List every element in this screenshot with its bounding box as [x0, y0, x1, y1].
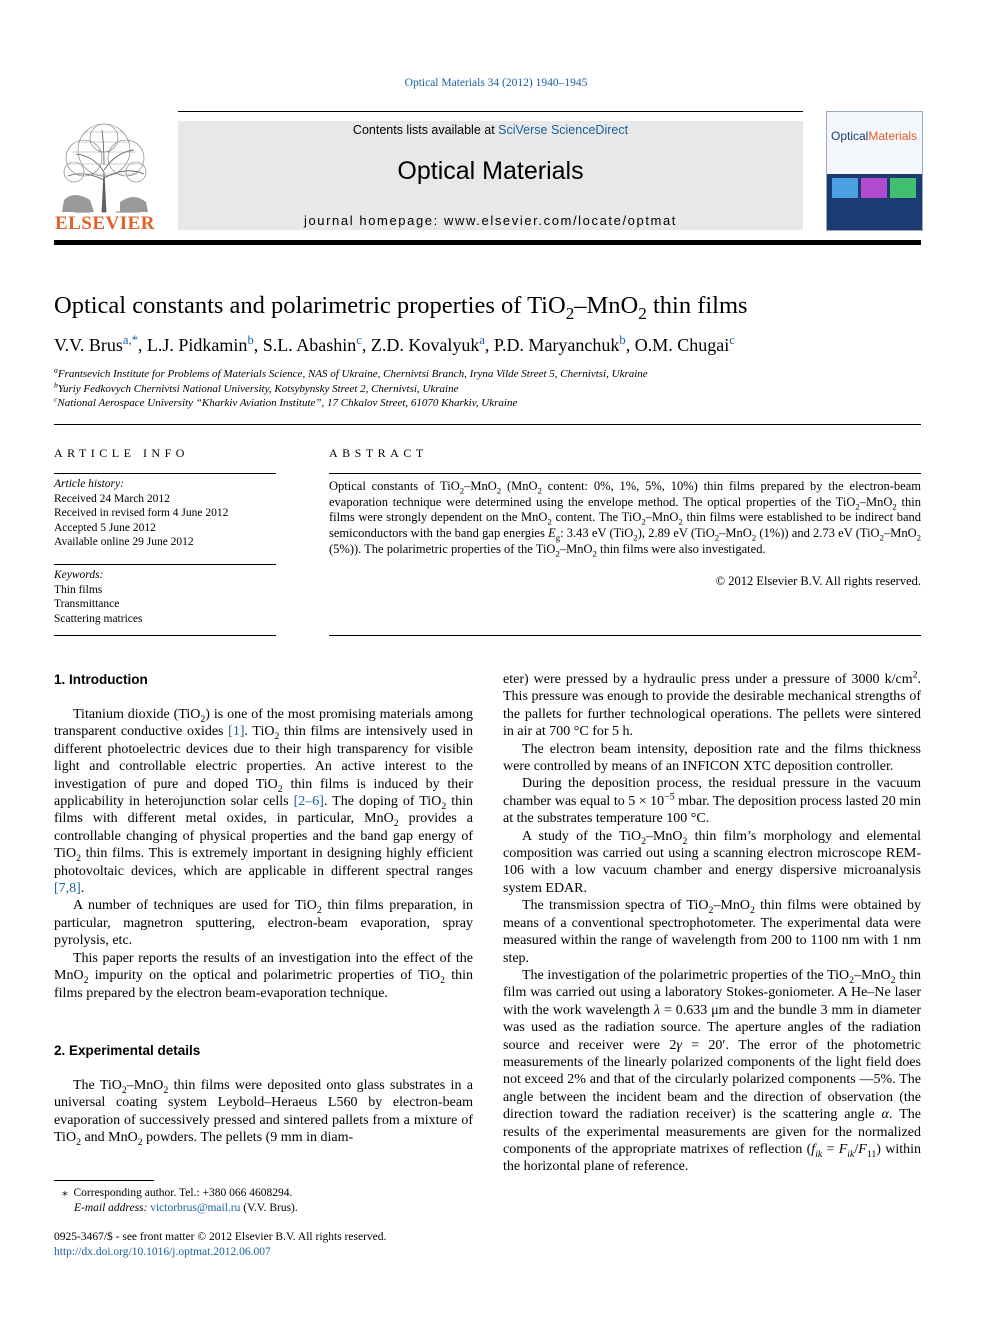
issn-line: 0925-3467/$ - see front matter © 2012 Elsevier B.V. All rights reserved.	[54, 1231, 387, 1243]
author-name[interactable]: Z.D. Kovalyuk	[370, 335, 480, 355]
title-part: –MnO	[574, 292, 639, 319]
copyright: © 2012 Elsevier B.V. All rights reserved.	[715, 574, 921, 588]
article-info-heading: ARTICLE INFO	[54, 446, 189, 460]
cover-title-word: Optical	[831, 129, 869, 143]
paragraph: A number of techniques are used for TiO$_2$ thin films preparation, in particular, magnetron sputtering, electron-beam evaporation, spray pyrolysis, etc.	[54, 898, 473, 949]
affiliation-text: Frantsevich Institute for Problems of Materials Science, NAS of Ukraine, Chernivtsi Branch, Iryna Vilde Street 5, Chernivtsi, Ukraine	[57, 368, 648, 380]
email-label: E-mail address:	[74, 1201, 151, 1214]
contents-label: Contents lists available at	[352, 123, 499, 137]
article-title	[54, 292, 748, 323]
author-list: V.V. Brus$^{a,*}$, L.J. Pidkamin$^b$, S.L. Abashin$^c$, Z.D. Kovalyuk$^a$, P.D. Maryanchuk$^b$, O.M. Chugai$^c$	[54, 333, 735, 355]
abstract-rule	[329, 473, 921, 474]
journal-homepage[interactable]: journal homepage: www.elsevier.com/locate/optmat	[303, 213, 678, 228]
paragraph: The TiO$_2$–MnO$_2$ thin films were deposited onto glass substrates in a universal coating system Leybold–Heraeus L560 by electron-beam evaporation of successively pressed and sintered pallets from a mixture of TiO$_2$ and MnO$_2$ powders. The pellets (9 mm in diam-	[54, 1078, 473, 1149]
elsevier-logo	[54, 120, 156, 235]
affiliation-text: Yuriy Fedkovych Chernivtsi National University, Kotsybynsky Street 2, Chernivtsi, Ukraine	[57, 382, 459, 395]
history-item: Received 24 March 2012	[54, 492, 170, 505]
affiliations-rule	[54, 424, 921, 425]
journal-reference[interactable]: Optical Materials 34 (2012) 1940–1945	[404, 77, 588, 89]
footnote-text: Corresponding author. Tel.: +380 066 4608294.	[73, 1187, 293, 1199]
keyword: Thin films	[54, 583, 103, 596]
corresponding-author-note: ⁎ Corresponding author. Tel.: +380 066 4608294.	[62, 1187, 293, 1199]
abstract-bottom-rule	[329, 635, 921, 636]
affiliations	[54, 367, 648, 411]
footnote-rule	[54, 1180, 154, 1181]
footnote	[62, 1186, 298, 1215]
author-name[interactable]: S.L. Abashin	[262, 335, 357, 355]
affiliation-mark: b	[54, 379, 58, 389]
affiliation-mark: a	[54, 365, 58, 375]
cover-image-3	[890, 178, 916, 198]
affiliation	[54, 367, 648, 382]
paragraph: Titanium dioxide (TiO$_2$) is one of the most promising materials among transparent conductive oxides [1]. TiO$_2$ thin films are intensively used in different photoelectric devices due to their high transparency for visible light and controllable electric properties. An active interest to the investigation of pure and doped TiO$_2$ thin films is induced by their applicability in heterojunction solar cells [2–6]. The doping of TiO$_2$ thin films with different metal oxides, in particular, MnO$_2$ provides a controllable changing of physical properties and the band gap energy of TiO$_2$ thin films. This is extremely important in designing highly efficient photovoltaic devices, which are applicable in different spectral ranges [7,8].	[54, 707, 474, 897]
header-bottom-rule	[54, 240, 921, 245]
keywords	[54, 568, 142, 626]
page-footer	[54, 1230, 386, 1259]
author-affiliation-mark[interactable]: c	[356, 333, 362, 347]
section-heading-experimental: 2. Experimental details	[54, 1043, 201, 1058]
cover-image-2	[861, 178, 887, 198]
journal-name: Optical Materials	[397, 157, 584, 185]
author-affiliation-mark[interactable]: a,*	[122, 333, 138, 347]
publisher-name: ELSEVIER	[54, 213, 156, 234]
journal-cover	[826, 111, 923, 231]
paragraph: During the deposition process, the residual pressure in the vacuum chamber was equal to $5 \times 10^{-5}$ mbar. The deposition process lasted 20 min at the substrates temperature 100 °C.	[503, 776, 921, 827]
history-item: Accepted 5 June 2012	[54, 521, 156, 534]
affiliation-mark: c	[54, 394, 58, 404]
email-link[interactable]: victorbrus@mail.ru	[150, 1201, 241, 1214]
keyword: Scattering matrices	[54, 612, 143, 625]
header-top-rule	[178, 111, 803, 112]
keyword: Transmittance	[54, 598, 120, 610]
affiliation	[54, 396, 648, 411]
author-affiliation-mark[interactable]: a	[479, 333, 485, 347]
abstract-heading: ABSTRACT	[329, 446, 428, 460]
author-name[interactable]: L.J. Pidkamin	[146, 335, 248, 355]
cover-image-1	[832, 178, 858, 198]
history-label: Article history:	[54, 478, 124, 490]
author-name[interactable]: V.V. Brus	[54, 335, 123, 355]
cover-title	[831, 129, 917, 143]
author-name[interactable]: P.D. Maryanchuk	[493, 335, 620, 355]
title-subscript: 2	[565, 303, 575, 323]
author-affiliation-mark[interactable]: b	[619, 333, 626, 347]
title-part: thin films	[646, 292, 748, 319]
experimental-body-left	[54, 1077, 473, 1147]
history-item: Available online 29 June 2012	[54, 536, 194, 548]
affiliation	[54, 379, 648, 397]
article-history	[54, 477, 228, 550]
email-note	[62, 1201, 298, 1216]
section-heading-introduction: 1. Introduction	[54, 672, 148, 687]
author-affiliation-mark[interactable]: c	[729, 333, 735, 347]
paragraph: The investigation of the polarimetric properties of the TiO$_2$–MnO$_2$ thin film was carried out using a laboratory Stokes-goniometer. A He–Ne laser with the work wavelength λ = 0.633 μm and the bundle 3 mm in diameter was used as the radiation source. The aperture angles of the radiation source and receiver were 2γ = 20′. The error of the photometric measurements of the linearly polarized components of the light field does not exceed 2% and that of the circularly polarized components —5%. The angle between the incident beam and the direction of observation (the direction toward the radiation receiver) is the scattering angle α. The results of the experimental measurements are given for the normalized components of the appropriate matrixes of reflection $(f_{ik} = F_{ik}/F_{11})$ within the horizontal plane of reference.	[503, 967, 922, 1175]
paragraph: eter) were pressed by a hydraulic press under a pressure of 3000 $k/cm^2$. This pressure was enough to provide the desirable mechanical strengths of the pallets for further technological operations. The pellets were sintered in air at 700 °C for 5 h.	[503, 669, 921, 740]
contents-line	[178, 123, 803, 137]
elsevier-tree-icon	[54, 120, 156, 215]
affiliation-text: National Aerospace University “Kharkiv Aviation Institute”, 17 Chkalov Street, 61070 Kharkiv, Ukraine	[57, 397, 518, 409]
author-affiliation-mark[interactable]: b	[247, 333, 254, 347]
paragraph: The electron beam intensity, deposition rate and the films thickness were controlled by means of an INFICON XTC deposition controller.	[503, 741, 921, 775]
email-suffix: (V.V. Brus).	[240, 1201, 298, 1214]
introduction-body	[54, 706, 473, 1002]
paragraph: The transmission spectra of TiO$_2$–MnO$_2$ thin films were obtained by means of a conventional spectrophotometer. The experimental data were measured within the range of wavelength from 200 to 1100 nm with 1 nm step.	[503, 898, 921, 966]
article-info-rule	[54, 473, 276, 474]
article-info-bottom-rule	[54, 635, 276, 636]
abstract-body: Optical constants of TiO$_2$–MnO$_2$ (MnO$_2$ content: 0%, 1%, 5%, 10%) thin films prepared by the electron-beam evaporation technique were determined using the envelope method. The optical properties of the TiO$_2$–MnO$_2$ thin films were strongly dependent on the MnO$_2$ content. The TiO$_2$–MnO$_2$ thin films were established to be indirect band semiconductors with the band gap energies $E_g$: 3.43 eV (TiO$_2$), 2.89 eV (TiO$_2$–MnO$_2$ (1%)) and 2.73 eV (TiO$_2$–MnO$_2$ (5%)). The polarimetric properties of the TiO$_2$–MnO$_2$ thin films were also investigated.	[329, 479, 921, 559]
author-name[interactable]: O.M. Chugai	[634, 335, 730, 355]
keywords-rule	[54, 564, 276, 565]
title-part: Optical constants and polarimetric properties of TiO	[54, 292, 566, 319]
doi-link[interactable]: http://dx.doi.org/10.1016/j.optmat.2012.06.007	[54, 1245, 271, 1258]
journal-banner	[178, 121, 803, 230]
history-item: Received in revised form 4 June 2012	[54, 507, 229, 519]
title-subscript: 2	[638, 303, 647, 323]
cover-title-word: Materials	[868, 129, 918, 143]
paragraph: This paper reports the results of an investigation into the effect of the MnO$_2$ impurity on the optical and polarimetric properties of TiO$_2$ thin films prepared by the electron beam-evaporation technique.	[54, 950, 473, 1001]
sciencedirect-link[interactable]: SciVerse ScienceDirect	[498, 123, 629, 137]
experimental-body-right	[503, 671, 921, 1176]
keywords-label: Keywords:	[54, 569, 104, 581]
paragraph: A study of the TiO$_2$–MnO$_2$ thin film’s morphology and elemental composition was carried out using a scanning electron microscope REM-106 with a low vacuum chamber and energy dispersive microanalysis system EDAR.	[503, 828, 921, 896]
